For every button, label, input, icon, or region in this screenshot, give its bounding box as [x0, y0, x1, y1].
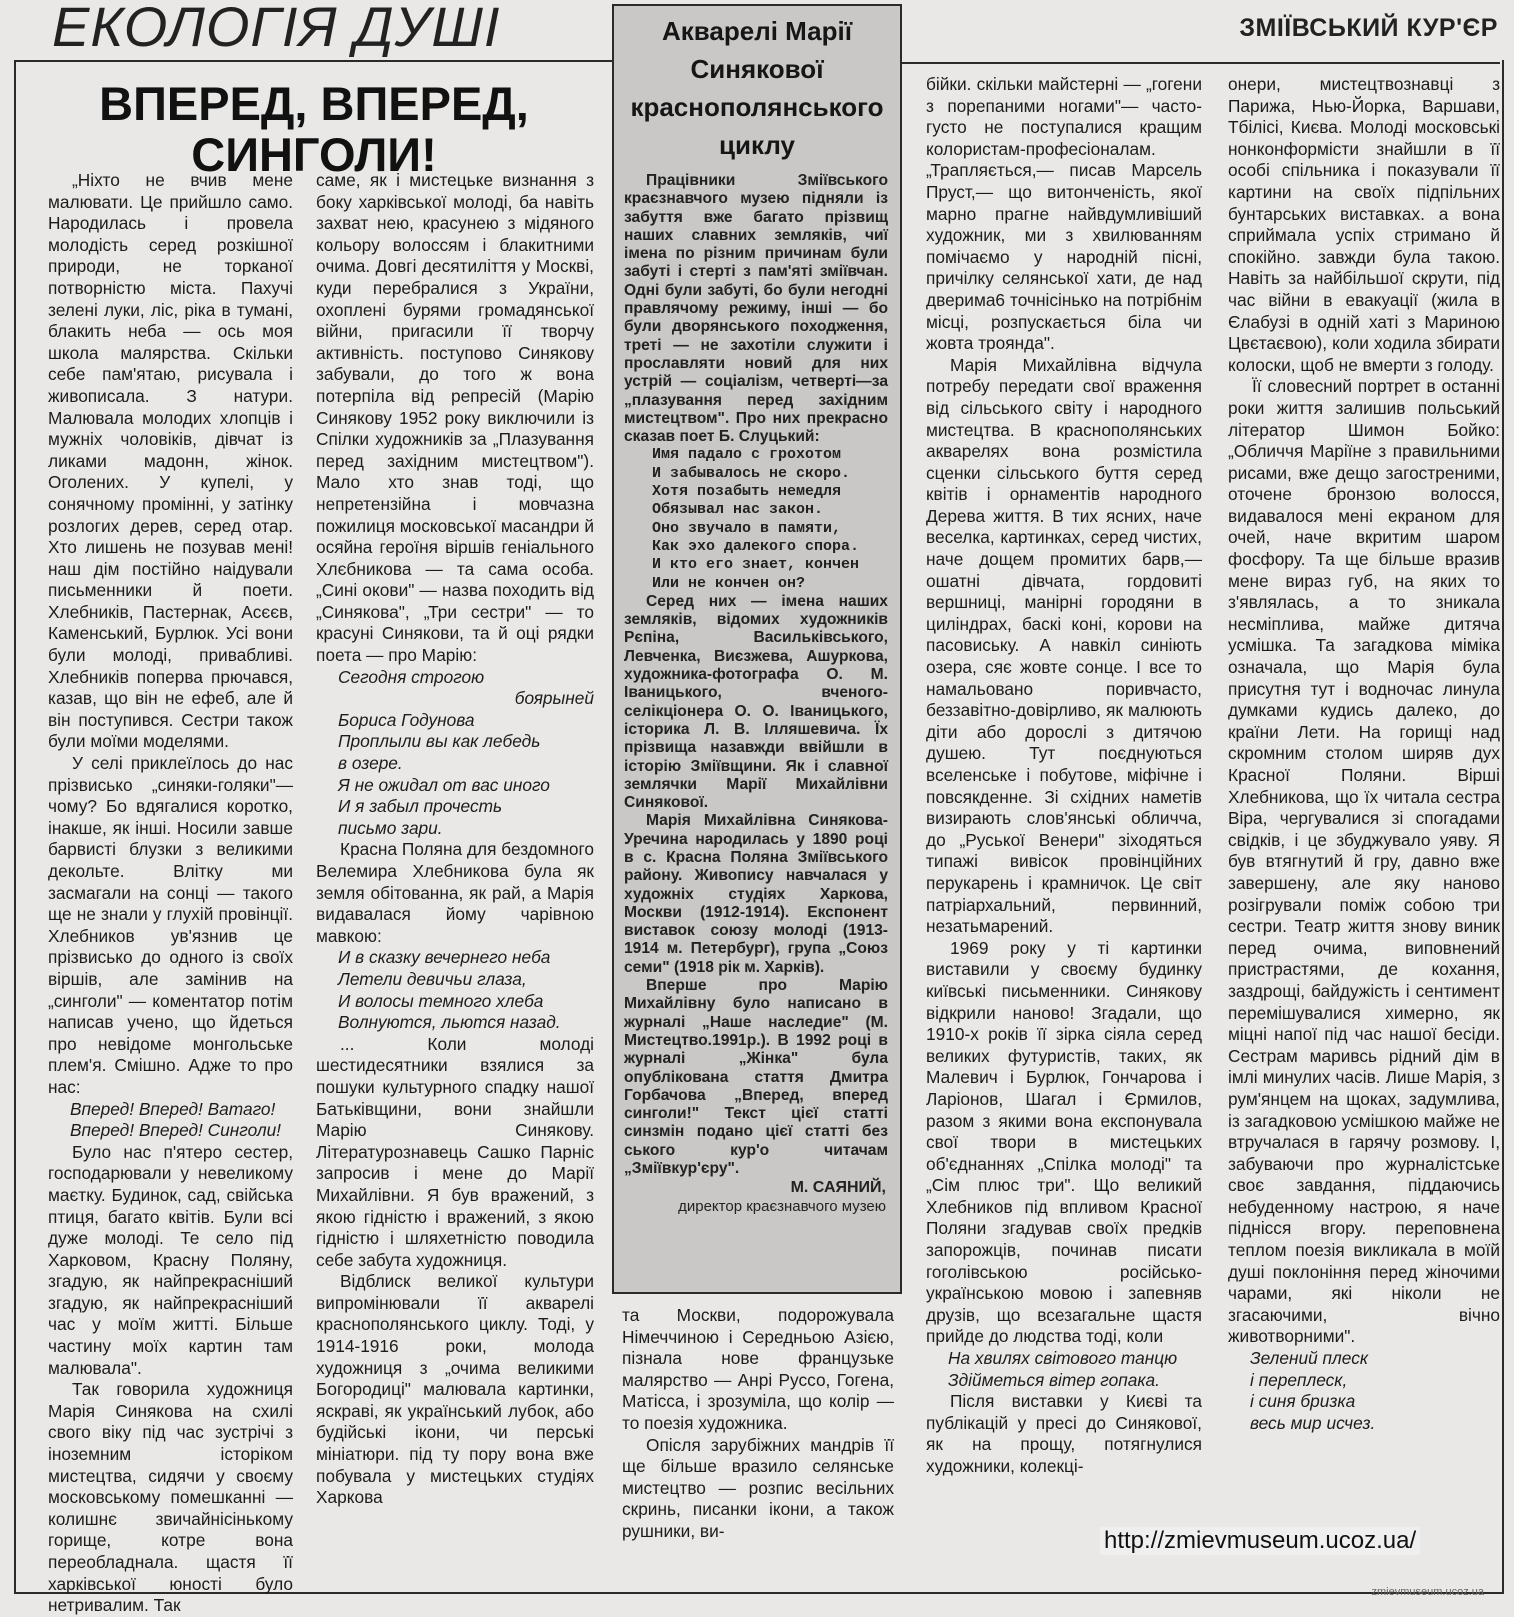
paragraph: бійки. скільки майстерні — „гогени з порепаними ногами"— часто-густо не поступалися кращим колористам-професіоналам. „Трапляється,— писав Марсель Пруст,— що витонченість, якої марно прагне найвдумливіший художник, ми з хвилюванням помічаємо у народній пісні, причілку селянської хати, де над дверима6 точнісінько на потрібнім місці, розпускається біла чи жовта троянда". — [926, 74, 1202, 354]
sidebar-title-line: краснополянського — [630, 92, 884, 122]
article-frame-top-left — [14, 60, 612, 62]
poem-line: Проплыли вы как лебедь — [338, 731, 541, 752]
poem-line: На хвилях світового танцю — [948, 1348, 1178, 1369]
section-title: ЕКОЛОГІЯ ДУШІ — [52, 0, 501, 58]
poem-line: Волнуются, льются назад. — [338, 1012, 561, 1033]
paragraph: саме, як і мистецьке визнання з боку харківської молоді, ба навіть захват нею, красунею з мідяного кольору волоссям і блакитними очима. Довгі десятиліття у Москві, куди перебралися з України, охоплені бурями громадянської війни, пригасили її творчу активність. поступово Синякову забували, до того ж вона потерпіла від репресій (Марію Синякову 1952 року виключили із Спілки художників за „Плазування перед західним мистецтвом"). Мало хто знав тоді, що непретензійна і мовчазна пожилиця московської масандри й осяйна героїня віршів геніального Хлєбникова — та сама особа. „Сині окови" — назва походить від „Синякова", „Три сестри" — то красуні Синякови, та й оці рядки поета — про Марію: — [316, 170, 594, 666]
article-column-2 — [316, 170, 594, 1509]
paragraph: ... Коли молоді шестидесятники взялися за пошуки культурного спадку нашої Батьківщини, вони знайшли Марію Синякову. Літературознавець Сашко Парніс запросив і мене до Марії Михайлівни. Я був вражений, з якою гідністю і вражений, з якою гідністю і шляхетністю поводила себе забута художниця. — [316, 1033, 594, 1270]
paragraph: Так говорила художниця Марія Синякова на схилі свого віку під час зустрічі з іноземним історіком мистецтва, сидячи у своєму московському помешканні — колишнє звичайнісінькому горище, котре вона переобладнала. щастя її харківської юності було нетривалим. Так — [48, 1379, 293, 1616]
paragraph: Марія Михайлівна відчула потребу передати свої враження від сільського світу і народного мистецтва. В краснополянських акварелях вона розмістила сценки сільського буття серед квітів і орнаментів народного Дерева життя. В тих ясних, наче веселка, картинках, серед чистих, наче дощем промитих барв,— ошатні дівчата, гордовиті вершниці, манірні городяни в циліндрах, баскі коні, корови на пасовиську. А навкіл синіють озера, сяє жовте сонце. І все то намальовано поривчасто, беззавітно-довірливо, як малюють діти або дорослі з дитячою душею. Тут поєднуються вселенське і побутове, міфічне і повсякденне. Зі східних наметів визирають слов'янські обличча, до „Руської Венери" зіходяться типажі вивісок провінційних перукарень і крамничок. Це світ патріархальний, первинний, незатьмарений. — [926, 354, 1202, 937]
paragraph: Відблиск великої культури випромінювали її акварелі краснополянського циклу. Тоді, у 1914-1916 роки, молода художниця з „очима великими Богородиці" малювала картинки, яскраві, як український лубок, або будійські ікони, чи перські мініатюри. під ту пору вона вже побувала у мистецьких студіях Харкова — [316, 1271, 594, 1508]
article-column-5 — [1228, 74, 1500, 1434]
paragraph: та Москви, подорожувала Німеччиною і Середньою Азією, пізнала нове французьке малярство — Анрі Руссо, Гогена, Матісса, і зрозуміла, що колір — то поезія художника. — [622, 1305, 894, 1433]
poem-line: Обязывал нас закон. — [652, 501, 824, 519]
poem-line: И забывалось не скоро. — [652, 464, 851, 482]
paragraph: Вперше про Марію Михайлівну було написано в журналі „Наше наследие" (М. Мистецтво.1991р.). В 1992 році в журналі „Жінка" була опублікована стаття Дмитра Горбачова „Вперед, вперед синголи!" Текст цієї статті синзмін подано цієї статті без ського кур'о читачам „Зміївкур'єру". — [624, 977, 888, 1178]
paragraph: 1969 року у ті картинки виставили у своєму будинку київські письменники. Синякову відкрили наново! Згадали, що 1910-х років її зірка сіяла серед великих футуристів, таких, як Малевич і Бурлюк, Гончарова і Ларіонов, Шагал і Єрмилов, разом з якими вона експонувала свої твори в мистецьких об'єднаннях „Спілка молоді" та „Сім плюс три". Що великий Хлебников під впливом Красної Поляни згадував своїх предків запорожців, починав писати гоголівською російсько-українською мовою і запевняв друзів, що всезагальне щастя прийде до людства тоді, коли — [926, 937, 1202, 1347]
article-column-3 — [622, 1305, 894, 1543]
paragraph: Після виставки у Києві та публікацій у пресі до Синякової, як на прощу, потягнулися художники, колекці- — [926, 1391, 1202, 1476]
sidebar-author-role: директор краєзнавчого музею — [678, 1198, 886, 1216]
poem-line: Имя падало с грохотом — [652, 446, 842, 464]
newspaper-name: ЗМІЇВСЬКИЙ КУР'ЄР — [1239, 14, 1498, 42]
poem-line: Вперед! Вперед! Синголи! — [70, 1120, 281, 1141]
poem-line: письмо зари. — [338, 817, 443, 838]
headline-line-2: СИНГОЛИ! — [191, 128, 437, 181]
poem-line: Я не ожидал от вас иного — [338, 774, 550, 795]
article-column-1 — [48, 170, 293, 1617]
poem-line: И волосы темного хлеба — [338, 990, 544, 1011]
paragraph: Красна Поляна для бездомного Велемира Хлебникова була як земля обітованна, як рай, а Марія видавалася йому чарівною мавкою: — [316, 839, 595, 946]
sidebar-title — [614, 12, 900, 164]
paragraph: Опісля зарубіжних мандрів її ще більше вразило селянське мистецтво — розпис весільних скринь, писанки ікони, а також рушники, ви- — [622, 1434, 894, 1541]
poem-line: Бориса Годунова — [338, 709, 475, 730]
poem-line: боярыней — [514, 688, 594, 709]
poem-line: Хотя позабыть немедля — [652, 483, 842, 501]
paragraph: Серед них — імена наших земляків, відомих художників Рєпіна, Васильківського, Левченка, Виєзжева, Ашуркова, художника-фотографа О. М. Іваницького, вченого-селікціонера О. О. Іваницького, історика Л. В. Ілляшевича. Їх прізвища назавжди ввійшли в історію Зміївщини. Як і славної землячки Марії Михайлівни Синякової. — [624, 592, 888, 812]
poem-line: Летели девичьи глаза, — [338, 968, 527, 989]
poem-line: весь мир исчез. — [1250, 1412, 1376, 1433]
watermark: zmievmuseum.ucoz.ua — [1371, 1586, 1484, 1598]
poem-line: Сегодня строгою — [338, 666, 485, 687]
poem-line: Зелений плеск — [1250, 1348, 1369, 1369]
paragraph: онери, мистецтвознавці з Парижа, Нью-Йорка, Варшави, Тбілісі, Києва. Молоді московські нонконформісти знайшли в її особі спільника і показували її картини на своїх підпільних бунтарських виставках. а вона сприймала успіх стримано й спокійно. завжди була такою. Навіть за найбільшої скрути, під час війни в евакуації (жила в Єлабузі в одній хаті з Мариною Цвєтаєвою), коли ходила збирати колоски, щоб не вмерти з голоду. — [1228, 74, 1500, 375]
sidebar-signature: М. САЯНИЙ, — [790, 1179, 886, 1197]
paragraph: Працівники Зміївського краєзнавчого музею підняли із забуття вже багато прізвищ наших славних земляків, чиї імена по різним причинам були забуті і стерті з пам'яті зміївчан. Одні були забуті, бо були негодні правлячому режиму, інші — бо були дворянського походження, треті — не захотіли служити і прославляти новий для них устрій — соціалізм, четверті—за „плазування перед західним мистецтвом". Про них прекрасно сказав поет Б. Слуцький: — [624, 172, 888, 446]
article-column-4 — [926, 74, 1202, 1478]
poem-line: Как эхо далекого спора. — [652, 537, 860, 555]
poem-line: И в сказку вечернего неба — [338, 947, 551, 968]
poem-line: і переплеск, — [1250, 1369, 1348, 1390]
poem-line: Или не кончен он? — [652, 574, 806, 592]
poem-line: Вперед! Вперед! Ватаго! — [70, 1098, 276, 1119]
poem-line: Здійметься вітер гопака. — [948, 1369, 1160, 1390]
poem-line: И кто его знает, кончен — [652, 556, 860, 574]
sidebar-title-line: Акварелі Марії — [661, 16, 853, 46]
article-headline — [16, 78, 612, 180]
poem-line: Оно звучало в памяти, — [652, 519, 842, 537]
poem-line: і синя бризка — [1250, 1391, 1356, 1412]
source-url-link[interactable]: http://zmievmuseum.ucoz.ua/ — [1100, 1527, 1420, 1555]
article-frame-top-right — [902, 62, 1500, 64]
paragraph: „Ніхто не вчив мене малювати. Це прийшло само. Народилась і провела молодість серед розкішної природи, не торканої потворністю міста. Пахучі зелені луки, ліс, ріка в тумані, блакить неба — ось моя школа малярства. Скільки себе пам'ятаю, рисувала і живописала. З натури. Малювала молодих хлопців і мужніх чоловіків, дівчат із ликами мадонн, жінок. Оголених. У купелі, у сонячному промінні, у затінку розлогих дерев, серед отар. Хто лишень не позував мені! наш дім постійно наідували письменники й поети. Хлебників, Пастернак, Асєєв, Каменський, Бурлюк. Усі вони були молоді, привабливі. Хлебників поперва прючався, казав, що він не ефеб, але й він поступився. Сестри також були моїми моделями. — [48, 170, 293, 752]
poem-line: И я забыл прочесть — [338, 796, 503, 817]
paragraph: Її словесний портрет в останні роки життя залишив польський літератор Шимон Бойко: „Обличчя Маріїне з правильними рисами, вже дещо загостреними, оточене бронзою волосся, видавалося мені екраном для очей, наче вкритим шаром фосфору. Та ще більше вразив мене вираз губ, на яких то з'являлась, а то зникала несміплива, майже дитяча усмішка. Та загадкова міміка означала, що Марія була присутня тут і водночас линула думками кудись далеко, до країни Лети. На горищі над скромним столом ширяв дух Красної Поляни. Вірші Хлебникова, що їх читала сестра Віра, чергувалися зі спогадами свідків, і це збуджувало уяву. Я був втягнутий й гру, давно вже завершену, але яку наново розігрували поміж собою три сестри. Театр життя знову виник перед очима, виповнений пристрастями, де кохання, заздрощі, байдужість і сентимент перемішувалися химерно, як міцні напої під час нашої бесіди. Сестрам маривсь рідний дім в імлі минулих часів. Лише Марія, з рум'янцем на щоках, задумлива, із загадковою усмішкою майже не втручалася в гарячу розмову. І, забуваючи про журналістське своє завдання, піддаючись небуденному настрою, я наче піднісся вгору. переповнена теплом поезія викликала в моїй душі поклоніння перед жіночими чарами, які ніколи не згасаючими, вічно животворними". — [1228, 376, 1500, 1347]
sidebar-box — [612, 4, 902, 1294]
poem-line: в озере. — [338, 753, 403, 774]
paragraph: У селі приклеїлось до нас прізвисько „синяки-голяки"— чому? Бо вдягалися коротко, інакше, як інші. Носили завше барвисті блузки з великими декольте. Влітку ми засмагали на сонці — такого ще не знали у глухій провінції. Хлебников ув'язнив це прізвисько до одного із своїх віршів, але замінив на „синголи" — коментатор потім написав учено, що йдеться про невідоме монгольське плем'я. Смішно. Адже то про нас: — [48, 753, 293, 1097]
headline-line-1: ВПЕРЕД, ВПЕРЕД, — [99, 77, 529, 130]
sidebar-title-line: Синякової — [690, 54, 824, 84]
paragraph: Було нас п'ятеро сестер, господарювали у невеликому маєтку. Будинок, сад, свійська птиця, багато квітів. Були всі дуже молоді. Те село під Харковом, Красну Поляну, згадую, як найпрекрасніший згадую, як найпрекрасніший час у моїм житті. Більше частину моїх картин там малювала". — [48, 1141, 293, 1378]
sidebar-text — [614, 172, 900, 1178]
sidebar-title-line: циклу — [719, 130, 795, 160]
paragraph: Марія Михайлівна Синякова-Уречина народилась у 1890 році в с. Красна Поляна Зміївського району. Живопису навчалася у художніх студіях Харкова, Москви (1912-1914). Експонент виставок союзу молоді (1913-1914 м. Петербург), група „Союз семи" (1918 рік м. Харків). — [624, 812, 888, 976]
